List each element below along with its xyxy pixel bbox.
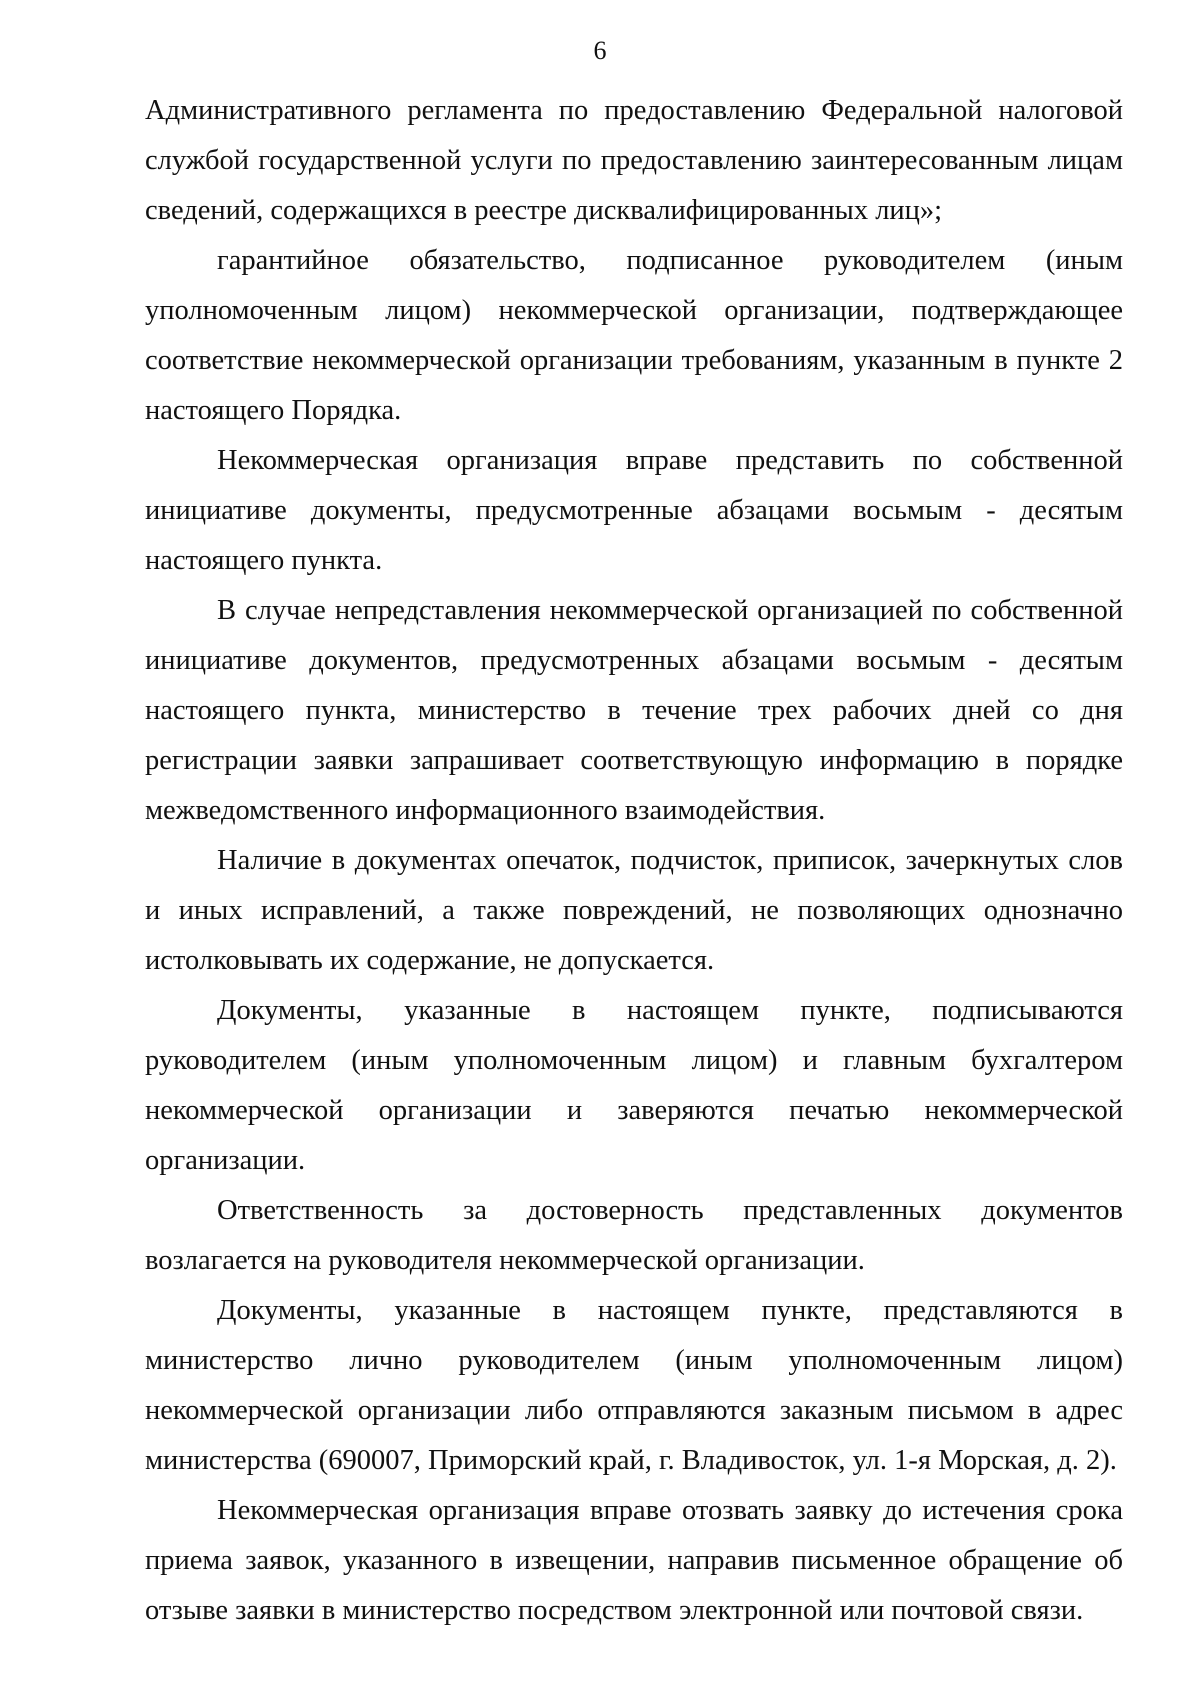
paragraph-corrections-prohibited: Наличие в документах опечаток, подчисток, приписок, зачеркнутых слов и иных исправлений, а также повреждений, не позволяющих однозначно истолковывать их содержание, не допускается.: [145, 845, 1123, 976]
paragraph-withdrawal: Некоммерческая организация вправе отозвать заявку до истечения срока приема заявок, указанного в извещении, направив письменное обращение об отзыве заявки в министерство посредством электронной или почтовой связи.: [145, 1495, 1123, 1626]
paragraph-responsibility: Ответственность за достоверность представленных документов возлагается на руководителя некоммерческой организации.: [145, 1195, 1123, 1276]
paragraph-submission: Документы, указанные в настоящем пункте, представляются в министерство лично руководителем (иным уполномоченным лицом) некоммерческой организации либо отправляются заказным письмом в адрес министерства (690007, Приморский край, г. Владивосток, ул. 1-я Морская, д. 2).: [145, 1295, 1123, 1476]
paragraph-signatures: Документы, указанные в настоящем пункте, подписываются руководителем (иным уполномоченным лицом) и главным бухгалтером некоммерческой организации и заверяются печатью некоммерческой организации.: [145, 995, 1123, 1176]
document-body: [145, 86, 1123, 1636]
paragraph-regulation-continuation: Административного регламента по предоставлению Федеральной налоговой службой государственной услуги по предоставлению заинтересованным лицам сведений, содержащихся в реестре дисквалифицированных лиц»;: [145, 95, 1123, 226]
paragraph-interagency-request: В случае непредставления некоммерческой организацией по собственной инициативе документов, предусмотренных абзацами восьмым - десятым настоящего пункта, министерство в течение трех рабочих дней со дня регистрации заявки запрашивает соответствующую информацию в порядке межведомственного информационного взаимодействия.: [145, 595, 1123, 826]
page-number: 6: [593, 36, 607, 65]
paragraph-guarantee-obligation: гарантийное обязательство, подписанное руководителем (иным уполномоченным лицом) некоммерческой организации, подтверждающее соответствие некоммерческой организации требованиям, указанным в пункте 2 настоящего Порядка.: [145, 245, 1123, 426]
paragraph-optional-documents: Некоммерческая организация вправе представить по собственной инициативе документы, предусмотренные абзацами восьмым - десятым настоящего пункта.: [145, 445, 1123, 576]
